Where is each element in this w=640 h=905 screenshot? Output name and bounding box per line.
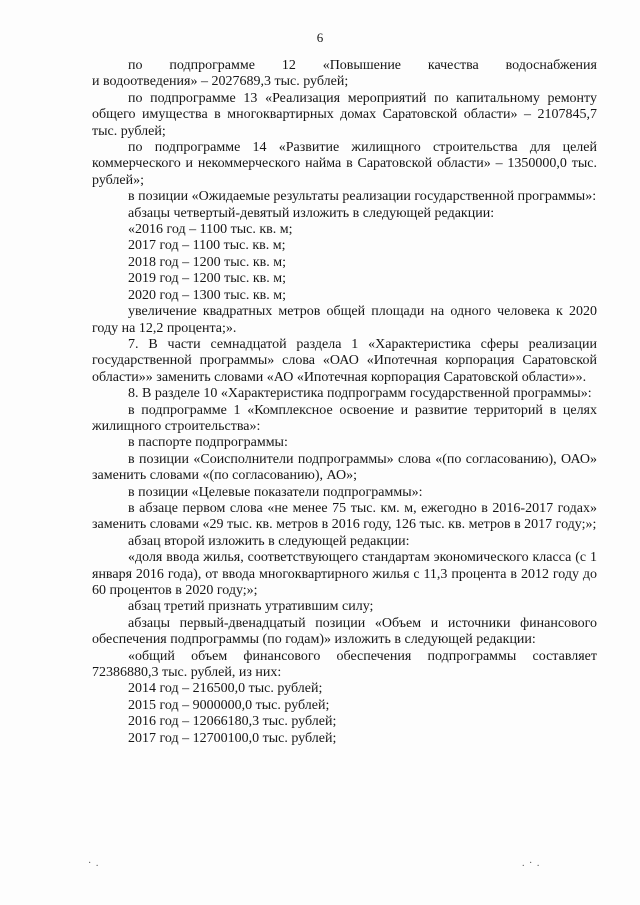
paragraph: «доля ввода жилья, соответствующего стандартам экономического класса (с 1 января 2016 года), от ввода многоквартирного жилья с 11,3 процента в 2012 году до 60 процентов в 2020 году;»; xyxy=(92,550,597,598)
paragraph: в подпрограмме 1 «Комплексное освоение и развитие территорий в целях жилищного строительства»: xyxy=(92,402,597,434)
paragraph: 2017 год – 12700100,0 тыс. рублей; xyxy=(128,730,337,746)
paragraph: и водоотведения» – 2027689,3 тыс. рублей; xyxy=(92,74,349,90)
paragraph: 7. В части семнадцатой раздела 1 «Характеристика сферы реализации государственной программы» слова «ОАО «Ипотечная корпорация Саратовской области»» заменить словами «АО «Ипотечная корпорация Саратовской области»». xyxy=(92,336,597,385)
paragraph: в позиции «Соисполнители подпрограммы» слова «(по согласованию), ОАО» заменить словами «(по согласованию), АО»; xyxy=(92,451,597,484)
paragraph: по подпрограмме 13 «Реализация мероприятий по капитальному ремонту общего имущества в многоквартирных домах Саратовской области» – 2107845,7 тыс. рублей; xyxy=(92,90,597,139)
paragraph: в позиции «Ожидаемые результаты реализации государственной программы»: xyxy=(128,189,597,205)
scan-mark-left: · . xyxy=(88,858,100,869)
paragraph: абзац второй изложить в следующей редакции: xyxy=(128,533,410,549)
paragraph: по подпрограмме 12 «Повышение качества водоснабжения xyxy=(128,58,597,73)
paragraph: в позиции «Целевые показатели подпрограммы»: xyxy=(128,484,423,500)
paragraph: абзац третий признать утратившим силу; xyxy=(128,599,374,615)
paragraph: в паспорте подпрограммы: xyxy=(128,435,288,451)
paragraph: абзацы четвертый-девятый изложить в следующей редакции: xyxy=(128,205,495,221)
paragraph: 2015 год – 9000000,0 тыс. рублей; xyxy=(128,697,330,713)
paragraph: 2014 год – 216500,0 тыс. рублей; xyxy=(128,681,323,697)
paragraph: 2016 год – 12066180,3 тыс. рублей; xyxy=(128,714,337,730)
paragraph: абзацы первый-двенадцатый позиции «Объем и источники финансового обеспечения подпрограммы (по годам)» изложить в следующей редакции: xyxy=(92,615,597,648)
paragraph: «2016 год – 1100 тыс. кв. м; xyxy=(128,222,293,238)
paragraph: 2017 год – 1100 тыс. кв. м; xyxy=(128,238,286,254)
paragraph: 8. В разделе 10 «Характеристика подпрограмм государственной программы»: xyxy=(128,386,592,402)
paragraph: в абзаце первом слова «не менее 75 тыс. км. м, ежегодно в 2016-2017 годах» заменить словами «29 тыс. кв. метров в 2016 году, 126 тыс. кв. метров в 2017 году;»; xyxy=(92,500,597,533)
paragraph: «общий объем финансового обеспечения подпрограммы составляет 72386880,3 тыс. рублей, из них: xyxy=(92,648,597,681)
paragraph: 2018 год – 1200 тыс. кв. м; xyxy=(128,254,287,270)
document-body xyxy=(92,58,597,747)
scan-mark-right: . · . xyxy=(522,858,541,869)
paragraph: увеличение квадратных метров общей площади на одного человека к 2020 году на 12,2 процента;». xyxy=(92,304,597,336)
paragraph: 2019 год – 1200 тыс. кв. м; xyxy=(128,271,287,287)
page-number: 6 xyxy=(316,30,324,45)
paragraph: по подпрограмме 14 «Развитие жилищного строительства для целей коммерческого и некоммерческого найма в Саратовской области» – 1350000,0 тыс. рублей»; xyxy=(92,140,597,188)
paragraph: 2020 год – 1300 тыс. кв. м; xyxy=(128,287,287,303)
